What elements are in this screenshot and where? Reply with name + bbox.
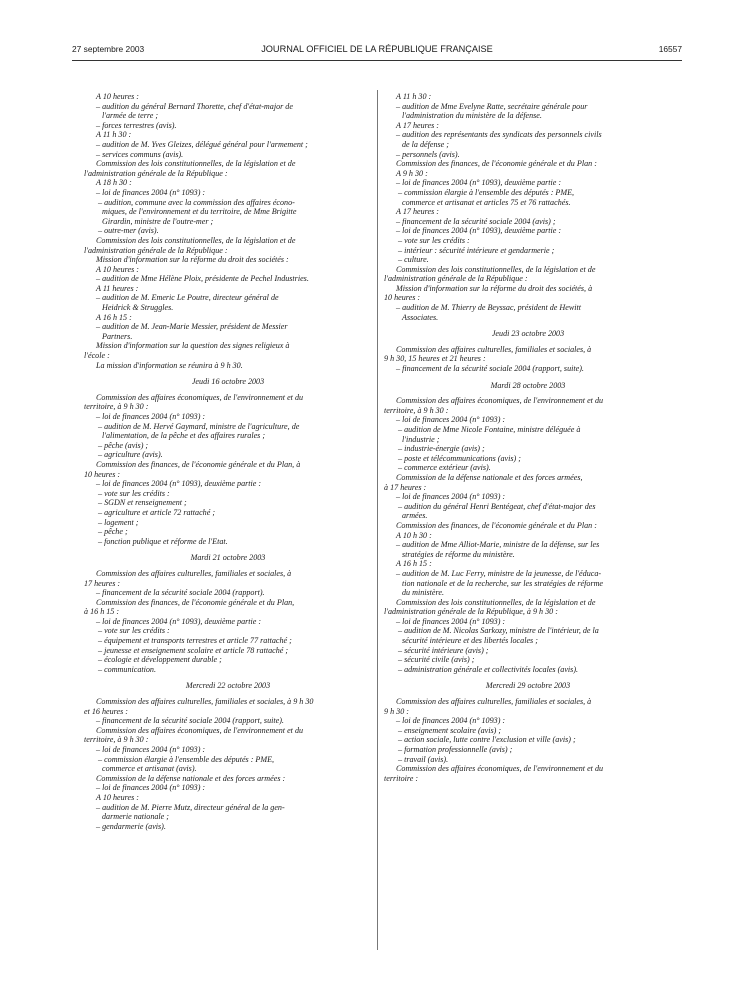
text-line: – jeunesse et enseignement scolaire et article 78 rattaché ; <box>98 645 289 655</box>
text-line: Commission des lois constitutionnelles, de la législation et de <box>96 159 296 169</box>
text-line: – pêche ; <box>98 527 128 537</box>
text-line: Commission des finances, de l'économie générale et du Plan : <box>396 159 597 169</box>
text-line: – audition de Mme Alliot-Marie, ministre de la défense, sur les <box>396 540 600 550</box>
text-line: A 18 h 30 : <box>96 178 132 188</box>
text-line: Commission des affaires culturelles, familiales et sociales, à 9 h 30 <box>96 697 314 707</box>
text-line: – poste et télécommunications (avis) ; <box>398 453 521 463</box>
text-line: – audition du général Henri Bentégeat, chef d'état-major des <box>398 501 596 511</box>
text-line: – gendarmerie (avis). <box>96 821 166 831</box>
text-line: Commission des finances, de l'économie générale et du Plan, <box>96 597 295 607</box>
date-heading: Mardi 28 octobre 2003 <box>490 380 566 390</box>
text-line: – action sociale, lutte contre l'exclusion et ville (avis) ; <box>398 735 576 745</box>
text-line: tion nationale et de la recherche, sur les stratégies de réforme <box>402 578 604 588</box>
text-line: – formation professionnelle (avis) ; <box>398 745 513 754</box>
text-line: – loi de finances 2004 (n° 1093) : <box>396 616 506 626</box>
text-line: Commission des affaires économiques, de l'environnement et du <box>396 396 604 406</box>
text-line: – audition du général Bernard Thorette, chef d'état-major de <box>96 101 293 111</box>
text-line: – loi de finances 2004 (n° 1093) : <box>396 415 506 425</box>
text-line: commerce et artisanat (avis). <box>102 764 197 774</box>
text-line: – intérieur : sécurité intérieure et gendarmerie ; <box>398 245 555 255</box>
text-line: – SGDN et renseignement ; <box>98 498 187 508</box>
text-line: – agriculture (avis). <box>98 450 163 460</box>
text-line: darmerie nationale ; <box>102 812 169 822</box>
text-line: territoire : <box>384 773 419 783</box>
text-line: – pêche (avis) ; <box>98 440 149 450</box>
text-line: l'administration générale de la République : <box>384 274 528 284</box>
text-line: territoire, à 9 h 30 : <box>384 405 449 415</box>
text-line: à 16 h 15 : <box>84 607 120 617</box>
text-line: Mission d'information sur la réforme du droit des sociétés, à <box>396 283 593 293</box>
text-line: – audition, commune avec la commission des affaires écono- <box>98 197 295 207</box>
text-line: Mission d'information sur la réforme du droit des sociétés : <box>96 255 289 265</box>
text-line: Commission des affaires culturelles, familiales et sociales, à <box>396 344 592 354</box>
text-line: Partners. <box>102 331 133 341</box>
text-line: – commission élargie à l'ensemble des députés : PME, <box>98 754 275 764</box>
header-rule <box>72 60 682 61</box>
text-line: – loi de finances 2004 (n° 1093) : <box>96 783 206 793</box>
text-line: Commission des affaires économiques, de l'environnement et du <box>96 725 304 735</box>
text-line: – audition de M. Jean-Marie Messier, président de Messier <box>96 322 288 332</box>
text-line: – audition de M. Yves Gleizes, délégué général pour l'armement ; <box>96 139 308 149</box>
text-line: – enseignement scolaire (avis) ; <box>398 725 502 735</box>
text-line: – audition de M. Hervé Gaymard, ministre de l'agriculture, de <box>98 421 300 431</box>
text-line: – vote sur les crédits : <box>98 626 170 636</box>
text-line: – audition de M. Emeric Le Poutre, directeur général de <box>96 293 279 303</box>
text-line: Commission des affaires culturelles, familiales et sociales, à <box>396 697 592 707</box>
text-line: A 17 heures : <box>396 120 439 130</box>
text-line: l'administration générale de la République : <box>84 168 228 178</box>
text-line: – audition de M. Thierry de Beyssac, président de Hewitt <box>396 303 581 313</box>
text-line: l'administration du ministère de la défense. <box>402 111 542 121</box>
text-line: La mission d'information se réunira à 9 h 30. <box>96 360 243 370</box>
text-line: Commission des affaires culturelles, familiales et sociales, à <box>96 568 292 578</box>
text-line: – agriculture et article 72 rattaché ; <box>98 507 216 517</box>
text-line: A 10 heures : <box>96 264 139 274</box>
page-header <box>72 44 682 58</box>
text-line: Girardin, ministre de l'outre-mer ; <box>102 216 214 226</box>
text-line: – personnels (avis). <box>396 149 460 159</box>
text-line: – culture. <box>398 255 429 265</box>
text-line: du ministère. <box>402 588 444 598</box>
text-line: Commission des affaires économiques, de l'environnement et du <box>396 764 604 774</box>
text-line: Commission de la défense nationale et des forces armées, <box>396 472 583 482</box>
date-heading: Jeudi 16 octobre 2003 <box>191 377 265 387</box>
text-line: 9 h 30 : <box>384 706 409 716</box>
date-heading: Jeudi 23 octobre 2003 <box>491 329 565 339</box>
text-line: – loi de finances 2004 (n° 1093) : <box>96 187 206 197</box>
text-line: Heidrick & Struggles. <box>102 303 174 313</box>
text-line: miques, de l'environnement et du territoire, de Mme Brigitte <box>102 207 297 217</box>
text-line: – travail (avis). <box>398 754 449 764</box>
text-line: l'école : <box>84 351 110 361</box>
text-line: – loi de finances 2004 (n° 1093) : <box>96 412 206 421</box>
text-line: – loi de finances 2004 (n° 1093), deuxième partie : <box>96 616 262 626</box>
text-line: – sécurité intérieure (avis) ; <box>398 645 489 655</box>
journal-title: JOURNAL OFFICIEL DE LA RÉPUBLIQUE FRANÇAISE <box>261 44 493 54</box>
text-line: – commission élargie à l'ensemble des députés : PME, <box>398 187 575 197</box>
text-line: – vote sur les crédits : <box>98 488 170 498</box>
text-line: – services communs (avis). <box>96 149 184 159</box>
text-line: – fonction publique et réforme de l'Etat. <box>98 536 228 546</box>
text-line: – écologie et développement durable ; <box>98 655 222 665</box>
text-line: et 16 heures : <box>84 706 128 716</box>
text-line: A 10 h 30 : <box>396 530 432 540</box>
text-line: A 10 heures : <box>96 792 139 802</box>
text-line: – audition de M. Nicolas Sarkozy, ministre de l'intérieur, de la <box>398 626 599 636</box>
text-line: 10 heures : <box>84 469 121 479</box>
column-divider <box>377 90 378 950</box>
text-line: – loi de finances 2004 (n° 1093), deuxième partie : <box>396 226 562 236</box>
text-line: Commission des finances, de l'économie générale et du Plan, à <box>96 459 301 469</box>
text-line: A 11 h 30 : <box>396 92 432 101</box>
text-line: – logement ; <box>98 517 139 527</box>
text-line: A 10 heures : <box>96 92 139 101</box>
text-line: Commission des finances, de l'économie générale et du Plan : <box>396 520 597 530</box>
text-line: – audition de Mme Evelyne Ratte, secrétaire générale pour <box>396 101 588 111</box>
text-line: – loi de finances 2004 (n° 1093), deuxième partie : <box>396 178 562 188</box>
text-line: Mission d'information sur la question des signes religieux à <box>96 341 290 351</box>
text-line: A 11 h 30 : <box>96 130 132 140</box>
text-line: – audition de Mme Nicole Fontaine, ministre déléguée à <box>398 425 581 434</box>
header-date: 27 septembre 2003 <box>72 44 145 54</box>
text-line: A 16 h 15 : <box>396 559 432 569</box>
text-line: Commission des affaires économiques, de l'environnement et du <box>96 392 304 402</box>
text-line: stratégies de réforme du ministère. <box>402 549 515 559</box>
text-line: A 16 h 15 : <box>96 312 132 322</box>
text-line: l'industrie ; <box>402 434 440 444</box>
text-line: armées. <box>402 511 428 521</box>
text-line: 17 heures : <box>84 578 121 588</box>
text-line: – industrie-énergie (avis) ; <box>398 444 485 454</box>
text-line: – vote sur les crédits : <box>398 235 470 245</box>
text-line: – financement de la sécurité sociale 2004 (avis) ; <box>396 216 556 226</box>
text-line: – communication. <box>98 664 156 674</box>
text-line: Commission des lois constitutionnelles, de la législation et de <box>96 235 296 245</box>
text-line: – outre-mer (avis). <box>98 226 159 236</box>
text-line: commerce et artisanat et articles 75 et 76 rattachés. <box>402 197 571 207</box>
text-line: – audition de Mme Hélène Ploix, présidente de Pechel Industries. <box>96 274 309 284</box>
text-line: – audition de M. Luc Ferry, ministre de la jeunesse, de l'éduca- <box>396 568 602 578</box>
text-line: Commission des lois constitutionnelles, de la législation et de <box>396 597 596 607</box>
text-line: sécurité intérieure et des libertés locales ; <box>402 636 538 646</box>
text-line: Associates. <box>402 312 439 322</box>
text-line: – forces terrestres (avis). <box>96 120 177 130</box>
text-line: – loi de finances 2004 (n° 1093) : <box>396 492 506 502</box>
text-line: – financement de la sécurité sociale 2004 (rapport, suite). <box>396 364 584 374</box>
text-line: territoire, à 9 h 30 : <box>84 735 149 745</box>
right-column <box>384 92 672 783</box>
page-number: 16557 <box>658 44 682 54</box>
left-column <box>84 92 372 831</box>
text-line: – équipement et transports terrestres et article 77 rattaché ; <box>98 636 292 646</box>
text-line: – loi de finances 2004 (n° 1093) : <box>396 716 506 726</box>
text-line: – commerce extérieur (avis). <box>398 463 491 473</box>
text-line: de la défense ; <box>402 139 449 149</box>
text-line: A 11 heures : <box>96 283 139 293</box>
text-line: – sécurité civile (avis) ; <box>398 655 475 665</box>
date-heading: Mercredi 22 octobre 2003 <box>185 681 271 691</box>
text-line: l'alimentation, de la pêche et des affaires rurales ; <box>102 431 266 441</box>
text-line: – financement de la sécurité sociale 2004 (rapport). <box>96 588 265 598</box>
text-line: – loi de finances 2004 (n° 1093), deuxième partie : <box>96 479 262 489</box>
text-line: territoire, à 9 h 30 : <box>84 402 149 412</box>
text-line: A 9 h 30 : <box>396 168 428 178</box>
date-heading: Mardi 21 octobre 2003 <box>190 553 266 563</box>
date-heading: Mercredi 29 octobre 2003 <box>485 681 571 691</box>
text-line: à 17 heures : <box>384 482 427 492</box>
text-line: Commission de la défense nationale et des forces armées : <box>96 773 286 783</box>
text-line: 10 heures : <box>384 293 421 303</box>
text-line: Commission des lois constitutionnelles, de la législation et de <box>396 264 596 274</box>
text-line: – audition de M. Pierre Mutz, directeur général de la gen- <box>96 802 285 812</box>
text-line: A 17 heures : <box>396 207 439 217</box>
text-line: l'administration générale de la République, à 9 h 30 : <box>384 607 558 617</box>
text-line: 9 h 30, 15 heures et 21 heures : <box>384 354 486 364</box>
text-line: l'administration générale de la République : <box>84 245 228 255</box>
text-line: – financement de la sécurité sociale 2004 (rapport, suite). <box>96 716 284 726</box>
text-line: – administration générale et collectivités locales (avis). <box>398 664 579 674</box>
text-line: – loi de finances 2004 (n° 1093) : <box>96 745 206 754</box>
text-line: – audition des représentants des syndicats des personnels civils <box>396 130 602 140</box>
text-line: l'armée de terre ; <box>102 111 159 121</box>
